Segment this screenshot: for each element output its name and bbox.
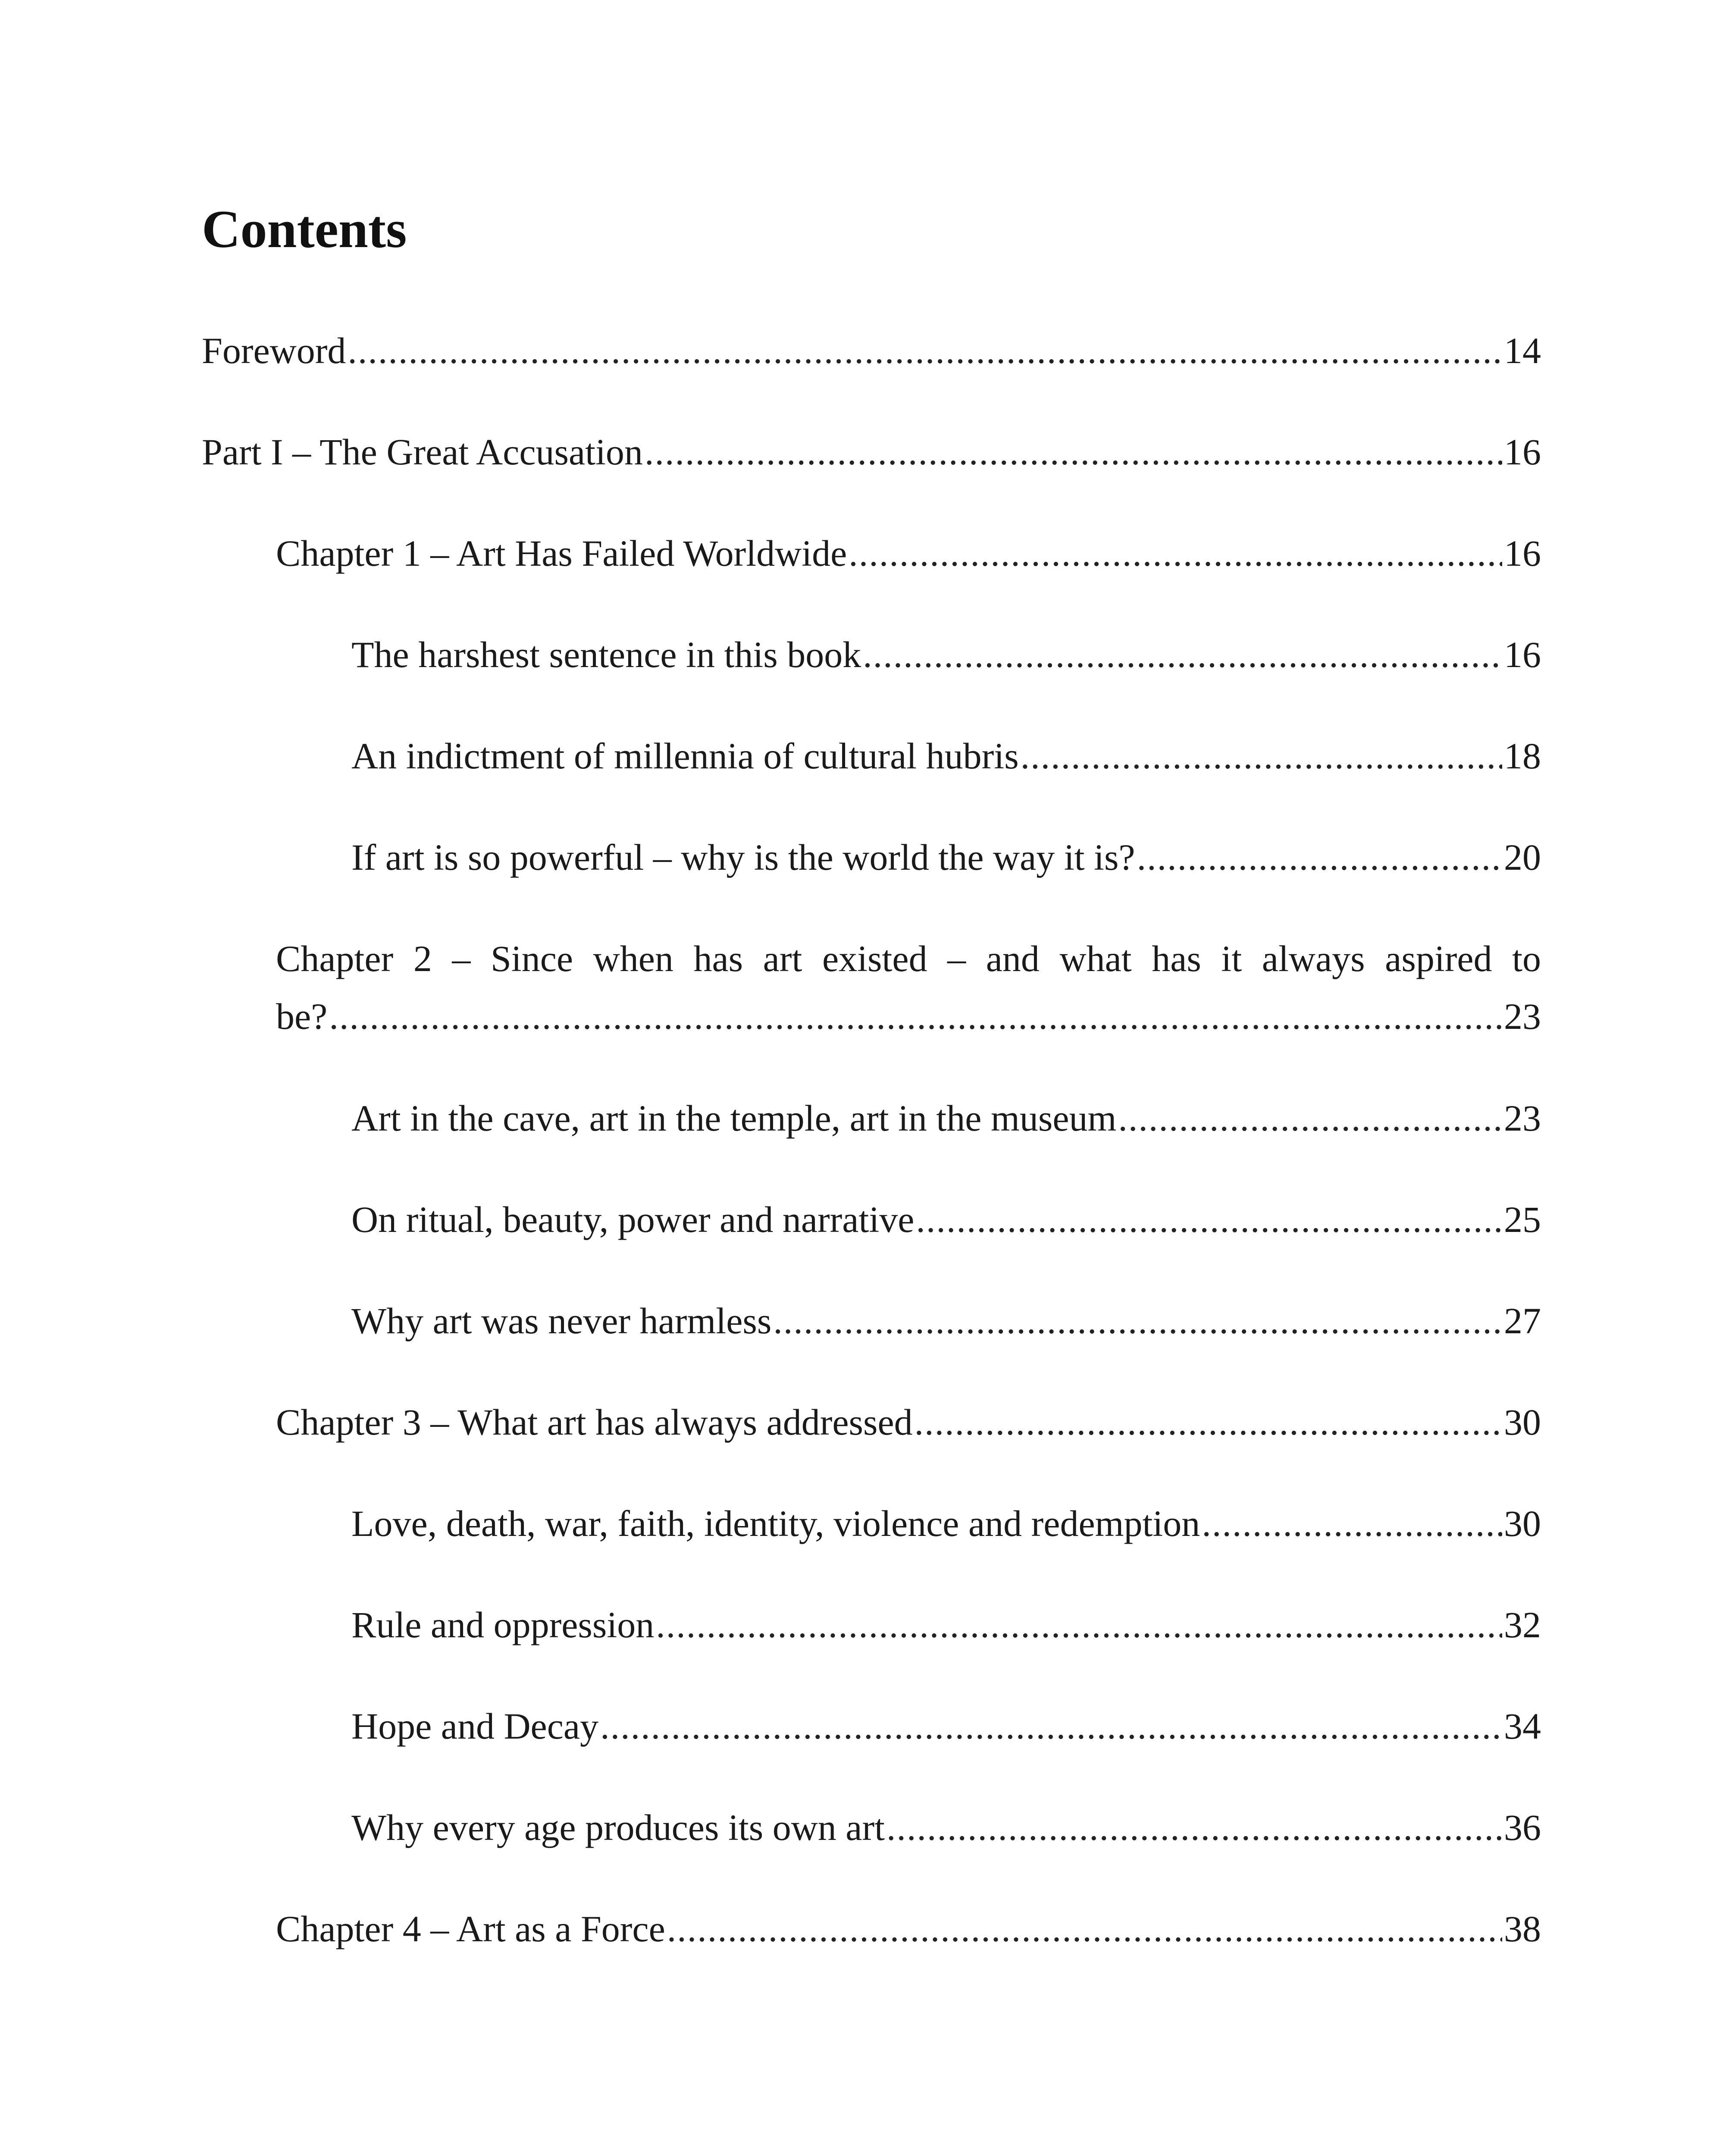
toc-entry-label: Art in the cave, art in the temple, art in the museum	[351, 1097, 1117, 1139]
toc-page-number: 20	[1504, 837, 1541, 878]
dot-leader	[1118, 1100, 1502, 1137]
dot-leader	[1202, 1505, 1502, 1542]
toc-entry-section	[351, 1097, 1541, 1139]
dot-leader	[863, 636, 1502, 673]
dot-leader	[645, 433, 1502, 470]
toc-entry-section	[351, 1302, 1541, 1339]
toc-entry-label: Why art was never harmless	[351, 1300, 772, 1341]
dot-leader	[329, 998, 1502, 1035]
toc-entry-label: Chapter 3 – What art has always addressed	[276, 1401, 913, 1443]
toc-entry-label: If art is so powerful – why is the world the way it is?	[351, 837, 1135, 878]
dot-leader	[849, 535, 1502, 572]
dot-leader	[886, 1809, 1502, 1846]
toc-entry-section	[351, 1505, 1541, 1542]
toc-page-number: 16	[1504, 634, 1541, 675]
toc-entry-label: Why every age produces its own art	[351, 1807, 885, 1848]
toc-page-number: 25	[1504, 1199, 1541, 1240]
toc-entry-section	[351, 839, 1541, 876]
toc-page-number: 30	[1504, 1503, 1541, 1544]
dot-leader	[348, 332, 1502, 369]
toc-entry-label: Chapter 2 – Since when has art existed – and what has it always aspired to	[276, 938, 1541, 979]
toc-entry-label: Part I – The Great Accusation	[202, 431, 643, 473]
toc-page-number: 18	[1504, 735, 1541, 777]
toc-entry-chapter-2	[276, 940, 1541, 1035]
toc-page-number: 16	[1504, 533, 1541, 574]
toc-entry-foreword	[202, 332, 1541, 369]
toc-page-number: 34	[1504, 1705, 1541, 1747]
toc-page-number: 23	[1504, 996, 1541, 1037]
toc-entry-label: Hope and Decay	[351, 1705, 599, 1747]
toc-entry-section	[351, 636, 1541, 673]
toc-entry-label: Love, death, war, faith, identity, violence and redemption	[351, 1503, 1200, 1544]
dot-leader	[656, 1606, 1502, 1643]
toc-page-number: 16	[1504, 431, 1541, 473]
toc-entry-chapter-3	[276, 1401, 1541, 1443]
toc-page-number: 27	[1504, 1300, 1541, 1341]
toc-entry-label: The harshest sentence in this book	[351, 634, 861, 675]
toc-entry-section	[351, 1809, 1541, 1846]
dot-leader	[915, 1404, 1502, 1441]
toc-entry-section	[351, 1201, 1541, 1238]
toc-entry-section	[351, 1606, 1541, 1643]
page-title: Contents	[202, 200, 407, 259]
toc-entry-label: Chapter 4 – Art as a Force	[276, 1908, 665, 1949]
toc-page-number: 36	[1504, 1807, 1541, 1848]
toc-entry-label-continued	[276, 998, 1541, 1035]
toc-page-number: 23	[1504, 1097, 1541, 1139]
toc-entry-part-1	[202, 431, 1541, 473]
toc-entry-label: An indictment of millennia of cultural hubris	[351, 735, 1019, 777]
dot-leader	[916, 1201, 1502, 1238]
toc-entry-section	[351, 1705, 1541, 1747]
toc-entry-label: Foreword	[202, 330, 346, 371]
toc-entry-label: On ritual, beauty, power and narrative	[351, 1199, 915, 1240]
dot-leader	[1021, 737, 1502, 774]
toc-entry-label: be?	[276, 996, 328, 1037]
dot-leader	[773, 1302, 1502, 1339]
dot-leader	[600, 1708, 1502, 1745]
toc-entry-chapter-1	[276, 535, 1541, 572]
dot-leader	[1137, 839, 1502, 876]
toc-entry-label: Rule and oppression	[351, 1604, 655, 1645]
toc-page-number: 38	[1504, 1908, 1541, 1949]
dot-leader	[667, 1910, 1502, 1947]
toc-entry-label: Chapter 1 – Art Has Failed Worldwide	[276, 533, 847, 574]
toc-page-number: 30	[1504, 1401, 1541, 1443]
toc-page-number: 14	[1504, 330, 1541, 371]
toc-entry-section	[351, 735, 1541, 777]
toc-page-number: 32	[1504, 1604, 1541, 1645]
toc-entry-chapter-4	[276, 1910, 1541, 1947]
